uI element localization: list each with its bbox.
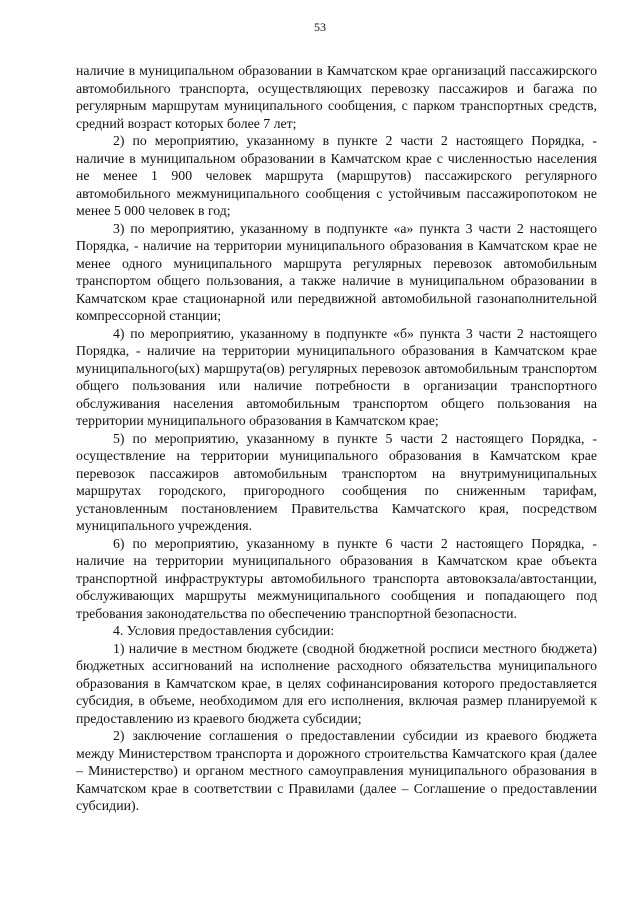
page-number: 53 [314,20,326,34]
paragraph-item-6: 6) по мероприятию, указанному в пункте 6 части 2 настоящего Порядка, - наличие на территории муниципального образования в Камчатском крае объекта транспортной инфраструктуры автомобильного транспорта автовокзала/автостанции, обслуживающих маршруты межмуниципального сообщения и попадающего под требования законодательства по обеспечению транспортной безопасности. [76,535,597,621]
condition-item-2: 2) заключение соглашения о предоставлении субсидии из краевого бюджета между Министерством транспорта и дорожного строительства Камчатского края (далее – Министерство) и органом местного самоуправления муниципального образования в Камчатском крае в соответствии с Правилами (далее – Соглашение о предоставлении субсидии). [76,728,597,813]
document-body [76,62,597,815]
paragraph-continuation: наличие в муниципальном образовании в Камчатском крае организаций пассажирского автомобильного транспорта, осуществляющих перевозку пассажиров и багажа по регулярным маршрутам муниципального сообщения, с парком транспортных средств, средний возраст которых более 7 лет; [76,63,597,131]
paragraph-item-5: 5) по мероприятию, указанному в пункте 5 части 2 настоящего Порядка, - осуществление на территории муниципального образования в Камчатском крае перевозок пассажиров автомобильным транспортом на внутримуниципальных маршрутах городского, пригородного сообщения по сниженным тарифам, установленным постановлением Правительства Камчатского края, посредством муниципального учреждения. [76,430,597,533]
section-heading-conditions: 4. Условия предоставления субсидии: [113,623,335,638]
paragraph-item-2: 2) по мероприятию, указанному в пункте 2 части 2 настоящего Порядка, - наличие в муниципальном образовании в Камчатском крае с численностью населения не менее 1 900 человек маршрута (маршрутов) пассажирского регулярного автомобильного межмуниципального сообщения с устойчивым пассажиропотоком не менее 5 000 человек в год; [76,133,597,218]
condition-item-1: 1) наличие в местном бюджете (сводной бюджетной росписи местного бюджета) бюджетных ассигнований на исполнение расходного обязательства муниципального образования в Камчатском крае, в целях софинансирования которого предоставляется субсидия, в объеме, необходимом для его исполнения, включая размер планируемой к предоставлению из краевого бюджета субсидии; [76,640,597,726]
paragraph-item-4: 4) по мероприятию, указанному в подпункте «б» пункта 3 части 2 настоящего Порядка, - наличие на территории муниципального образования в Камчатском крае муниципального(ых) маршрута(ов) регулярных перевозок автомобильным транспортом общего пользования или наличие потребности в организации транспортного обслуживания населения автомобильным транспортом общего пользования на территории муниципального образования в Камчатском крае; [76,325,597,428]
paragraph-item-3: 3) по мероприятию, указанному в подпункте «а» пункта 3 части 2 настоящего Порядка, - наличие на территории муниципального образования в Камчатском крае не менее одного муниципального маршрута регулярных перевозок автомобильным транспортом общего пользования, а также наличие в муниципальном образовании в Камчатском крае стационарной или передвижной автомобильной газонаполнительной компрессорной станции; [76,220,597,323]
